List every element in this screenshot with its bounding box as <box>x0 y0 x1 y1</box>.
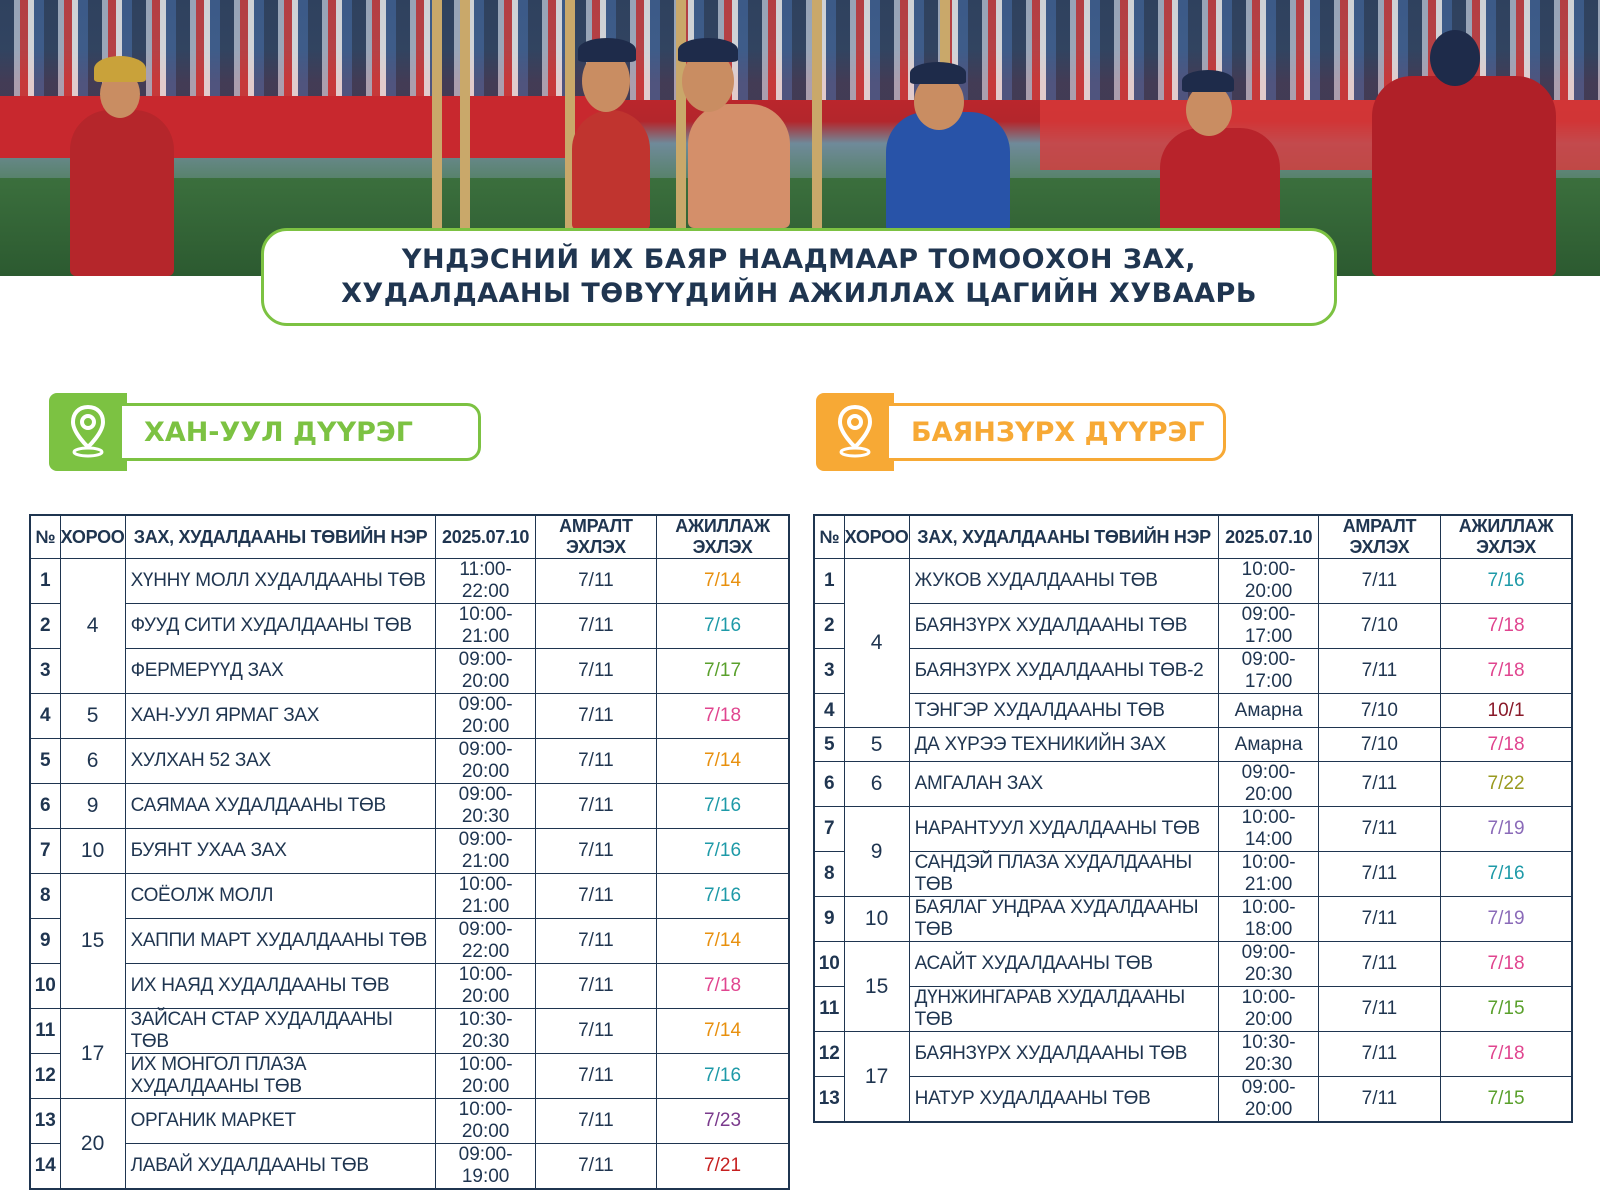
khoroo-cell: 17 <box>60 1009 125 1099</box>
khoroo-cell: 5 <box>60 694 125 739</box>
row-number: 3 <box>814 649 844 694</box>
market-name: БАЯНЗҮРХ ХУДАЛДААНЫ ТӨВ-2 <box>909 649 1219 694</box>
herald-figure <box>1372 76 1556 276</box>
hours-cell: 09:00-20:30 <box>1219 942 1318 987</box>
row-number: 6 <box>814 762 844 807</box>
hours-cell: 11:00-22:00 <box>436 559 535 604</box>
location-pin-icon <box>836 403 874 461</box>
rest-start-cell: 7/11 <box>535 874 656 919</box>
table-row <box>814 762 1572 807</box>
table-header-row <box>814 515 1572 559</box>
rest-start-cell: 7/10 <box>1318 728 1440 762</box>
flag-pole <box>812 0 822 232</box>
wrestler-figure <box>572 110 650 230</box>
hours-cell: 09:00-17:00 <box>1219 649 1318 694</box>
hours-cell: 09:00-22:00 <box>436 919 535 964</box>
work-start-cell: 7/16 <box>657 1054 789 1099</box>
column-header-date: 2025.07.10 <box>1219 515 1318 559</box>
hours-cell: 10:30-20:30 <box>436 1009 535 1054</box>
title-box <box>261 228 1337 326</box>
market-name: НАТУР ХУДАЛДААНЫ ТӨВ <box>909 1077 1219 1123</box>
row-number: 11 <box>814 987 844 1032</box>
official-figure <box>886 112 1010 232</box>
table-row <box>30 1099 789 1144</box>
row-number: 12 <box>30 1054 60 1099</box>
hours-cell: 09:00-20:00 <box>1219 762 1318 807</box>
column-header-date: 2025.07.10 <box>436 515 535 559</box>
column-header-khoroo: ХОРОО <box>844 515 909 559</box>
work-start-cell: 7/14 <box>657 919 789 964</box>
khoroo-cell: 9 <box>60 784 125 829</box>
row-number: 7 <box>30 829 60 874</box>
location-pin-icon <box>69 403 107 461</box>
work-start-cell: 7/18 <box>657 694 789 739</box>
flag-pole <box>460 0 470 232</box>
rest-start-cell: 7/11 <box>535 1144 656 1190</box>
column-header-rest-start: АМРАЛТ ЭХЛЭХ <box>535 515 656 559</box>
column-header-work-start: АЖИЛЛАЖ ЭХЛЭХ <box>1441 515 1572 559</box>
table-row <box>30 919 789 964</box>
work-start-cell: 7/15 <box>1441 1077 1572 1123</box>
work-start-cell: 7/18 <box>1441 728 1572 762</box>
khoroo-cell: 10 <box>844 897 909 942</box>
rest-start-cell: 7/11 <box>535 604 656 649</box>
wrestler-hat <box>578 38 636 62</box>
row-number: 8 <box>814 852 844 897</box>
row-number: 12 <box>814 1032 844 1077</box>
table-row <box>814 1032 1572 1077</box>
herald-head <box>1430 30 1480 86</box>
work-start-cell: 7/18 <box>1441 604 1572 649</box>
table-row <box>814 852 1572 897</box>
work-start-cell: 7/18 <box>1441 649 1572 694</box>
rest-start-cell: 7/11 <box>535 694 656 739</box>
page-title-line2: ХУДАЛДААНЫ ТӨВҮҮДИЙН АЖИЛЛАХ ЦАГИЙН ХУВААРЬ <box>341 278 1257 309</box>
row-number: 9 <box>30 919 60 964</box>
rest-start-cell: 7/11 <box>535 1054 656 1099</box>
rest-start-cell: 7/10 <box>1318 694 1440 728</box>
hours-cell: 10:30-20:30 <box>1219 1032 1318 1077</box>
row-number: 8 <box>30 874 60 919</box>
rest-start-cell: 7/11 <box>535 559 656 604</box>
row-number: 3 <box>30 649 60 694</box>
row-number: 1 <box>814 559 844 604</box>
row-number: 2 <box>30 604 60 649</box>
market-name: ИХ НАЯД ХУДАЛДААНЫ ТӨВ <box>125 964 436 1009</box>
hours-cell: 09:00-20:00 <box>436 649 535 694</box>
district-tab <box>49 393 127 471</box>
table-row <box>814 807 1572 852</box>
column-header-name: ЗАХ, ХУДАЛДААНЫ ТӨВИЙН НЭР <box>909 515 1219 559</box>
district-tab <box>816 393 894 471</box>
rest-start-cell: 7/11 <box>1318 852 1440 897</box>
khoroo-cell: 10 <box>60 829 125 874</box>
rest-start-cell: 7/11 <box>535 649 656 694</box>
work-start-cell: 7/19 <box>1441 807 1572 852</box>
rest-start-cell: 7/11 <box>1318 1077 1440 1123</box>
hours-cell: 10:00-21:00 <box>436 874 535 919</box>
column-header-name: ЗАХ, ХУДАЛДААНЫ ТӨВИЙН НЭР <box>125 515 436 559</box>
market-name: ДА ХҮРЭЭ ТЕХНИКИЙН ЗАХ <box>909 728 1219 762</box>
table-row <box>30 649 789 694</box>
hours-cell: 09:00-20:00 <box>436 694 535 739</box>
work-start-cell: 7/14 <box>657 739 789 784</box>
table-row <box>30 604 789 649</box>
hours-cell: 10:00-21:00 <box>436 604 535 649</box>
table-row <box>30 1054 789 1099</box>
district-name-right: БАЯНЗҮРХ ДҮҮРЭГ <box>886 403 1226 461</box>
market-name: ХУЛХАН 52 ЗАХ <box>125 739 436 784</box>
herald-helmet <box>94 56 146 82</box>
rest-start-cell: 7/11 <box>535 1009 656 1054</box>
table-row <box>814 728 1572 762</box>
rest-start-cell: 7/11 <box>1318 762 1440 807</box>
table-row <box>30 1144 789 1190</box>
market-name: ФУУД СИТИ ХУДАЛДААНЫ ТӨВ <box>125 604 436 649</box>
market-name: НАРАНТУУЛ ХУДАЛДААНЫ ТӨВ <box>909 807 1219 852</box>
rest-start-cell: 7/11 <box>1318 559 1440 604</box>
wrestler-figure <box>688 104 790 228</box>
row-number: 10 <box>814 942 844 987</box>
market-name: АМГАЛАН ЗАХ <box>909 762 1219 807</box>
work-start-cell: 7/14 <box>657 1009 789 1054</box>
hours-cell: 10:00-20:00 <box>1219 987 1318 1032</box>
market-name: ХҮННҮ МОЛЛ ХУДАЛДААНЫ ТӨВ <box>125 559 436 604</box>
row-number: 13 <box>814 1077 844 1123</box>
row-number: 5 <box>814 728 844 762</box>
table-row <box>814 1077 1572 1123</box>
hours-cell: 10:00-20:00 <box>436 1099 535 1144</box>
hours-cell: Амарна <box>1219 728 1318 762</box>
page-title-line1: ҮНДЭСНИЙ ИХ БАЯР НААДМААР ТОМООХОН ЗАХ, <box>401 244 1197 275</box>
row-number: 6 <box>30 784 60 829</box>
market-name: БУЯНТ УХАА ЗАХ <box>125 829 436 874</box>
table-row <box>30 559 789 604</box>
work-start-cell: 7/16 <box>657 874 789 919</box>
schedule-table-bayanzurkh <box>813 514 1573 1123</box>
row-number: 4 <box>30 694 60 739</box>
hours-cell: 10:00-20:00 <box>1219 559 1318 604</box>
work-start-cell: 7/16 <box>1441 559 1572 604</box>
work-start-cell: 7/17 <box>657 649 789 694</box>
market-name: БАЯЛАГ УНДРАА ХУДАЛДААНЫ ТӨВ <box>909 897 1219 942</box>
official-hat <box>910 62 966 84</box>
market-name: БАЯНЗҮРХ ХУДАЛДААНЫ ТӨВ <box>909 604 1219 649</box>
official-figure <box>1160 128 1280 238</box>
rest-start-cell: 7/11 <box>535 964 656 1009</box>
khoroo-cell: 6 <box>844 762 909 807</box>
table-row <box>814 942 1572 987</box>
work-start-cell: 7/18 <box>1441 1032 1572 1077</box>
column-header-rest-start: АМРАЛТ ЭХЛЭХ <box>1318 515 1440 559</box>
table-row <box>814 649 1572 694</box>
khoroo-cell: 9 <box>844 807 909 897</box>
row-number: 13 <box>30 1099 60 1144</box>
khoroo-cell: 4 <box>60 559 125 694</box>
rest-start-cell: 7/11 <box>535 919 656 964</box>
hours-cell: 09:00-20:00 <box>1219 1077 1318 1123</box>
market-name: САНДЭЙ ПЛАЗА ХУДАЛДААНЫ ТӨВ <box>909 852 1219 897</box>
table-row <box>30 874 789 919</box>
crowd-background <box>0 0 1600 100</box>
khoroo-cell: 4 <box>844 559 909 728</box>
rest-start-cell: 7/11 <box>1318 807 1440 852</box>
hours-cell: 10:00-20:00 <box>436 1054 535 1099</box>
column-header-number: № <box>30 515 60 559</box>
table-row <box>30 694 789 739</box>
flag-pole <box>676 0 686 232</box>
row-number: 10 <box>30 964 60 1009</box>
khoroo-cell: 6 <box>60 739 125 784</box>
market-name: ДҮНЖИНГАРАВ ХУДАЛДААНЫ ТӨВ <box>909 987 1219 1032</box>
table-row <box>814 559 1572 604</box>
official-hat <box>1182 70 1234 92</box>
khoroo-cell: 15 <box>844 942 909 1032</box>
work-start-cell: 7/16 <box>1441 852 1572 897</box>
work-start-cell: 7/15 <box>1441 987 1572 1032</box>
market-name: ЗАЙСАН СТАР ХУДАЛДААНЫ ТӨВ <box>125 1009 436 1054</box>
hours-cell: 09:00-19:00 <box>436 1144 535 1190</box>
market-name: ТЭНГЭР ХУДАЛДААНЫ ТӨВ <box>909 694 1219 728</box>
table-row <box>30 964 789 1009</box>
khoroo-cell: 20 <box>60 1099 125 1190</box>
market-name: ХАППИ МАРТ ХУДАЛДААНЫ ТӨВ <box>125 919 436 964</box>
work-start-cell: 7/14 <box>657 559 789 604</box>
hours-cell: 10:00-18:00 <box>1219 897 1318 942</box>
hours-cell: 10:00-14:00 <box>1219 807 1318 852</box>
table-row <box>814 604 1572 649</box>
khoroo-cell: 15 <box>60 874 125 1009</box>
row-number: 1 <box>30 559 60 604</box>
table-row <box>30 829 789 874</box>
market-name: АСАЙТ ХУДАЛДААНЫ ТӨВ <box>909 942 1219 987</box>
row-number: 9 <box>814 897 844 942</box>
work-start-cell: 7/16 <box>657 784 789 829</box>
hours-cell: Амарна <box>1219 694 1318 728</box>
rest-start-cell: 7/10 <box>1318 604 1440 649</box>
hours-cell: 09:00-17:00 <box>1219 604 1318 649</box>
market-name: ЖУКОВ ХУДАЛДААНЫ ТӨВ <box>909 559 1219 604</box>
market-name: ХАН-УУЛ ЯРМАГ ЗАХ <box>125 694 436 739</box>
rest-start-cell: 7/11 <box>535 739 656 784</box>
work-start-cell: 7/16 <box>657 604 789 649</box>
rest-start-cell: 7/11 <box>1318 649 1440 694</box>
work-start-cell: 7/18 <box>657 964 789 1009</box>
rest-start-cell: 7/11 <box>535 1099 656 1144</box>
table-row <box>814 987 1572 1032</box>
market-name: ОРГАНИК МАРКЕТ <box>125 1099 436 1144</box>
row-number: 2 <box>814 604 844 649</box>
row-number: 14 <box>30 1144 60 1190</box>
work-start-cell: 7/21 <box>657 1144 789 1190</box>
work-start-cell: 10/1 <box>1441 694 1572 728</box>
row-number: 7 <box>814 807 844 852</box>
work-start-cell: 7/19 <box>1441 897 1572 942</box>
wrestler-hat <box>678 38 738 62</box>
market-name: ИХ МОНГОЛ ПЛАЗА ХУДАЛДААНЫ ТӨВ <box>125 1054 436 1099</box>
table-row <box>814 897 1572 942</box>
rest-start-cell: 7/11 <box>1318 942 1440 987</box>
herald-figure <box>70 110 174 276</box>
table-row <box>814 694 1572 728</box>
row-number: 4 <box>814 694 844 728</box>
district-name-left: ХАН-УУЛ ДҮҮРЭГ <box>119 403 481 461</box>
work-start-cell: 7/22 <box>1441 762 1572 807</box>
hours-cell: 09:00-20:00 <box>436 739 535 784</box>
market-name: СОЁОЛЖ МОЛЛ <box>125 874 436 919</box>
market-name: САЯМАА ХУДАЛДААНЫ ТӨВ <box>125 784 436 829</box>
work-start-cell: 7/16 <box>657 829 789 874</box>
column-header-work-start: АЖИЛЛАЖ ЭХЛЭХ <box>657 515 789 559</box>
rest-start-cell: 7/11 <box>535 829 656 874</box>
rest-start-cell: 7/11 <box>1318 987 1440 1032</box>
rest-start-cell: 7/11 <box>1318 1032 1440 1077</box>
hours-cell: 10:00-20:00 <box>436 964 535 1009</box>
market-name: ЛАВАЙ ХУДАЛДААНЫ ТӨВ <box>125 1144 436 1190</box>
column-header-number: № <box>814 515 844 559</box>
hours-cell: 09:00-20:30 <box>436 784 535 829</box>
work-start-cell: 7/23 <box>657 1099 789 1144</box>
column-header-khoroo: ХОРОО <box>60 515 125 559</box>
rest-start-cell: 7/11 <box>1318 897 1440 942</box>
table-header-row <box>30 515 789 559</box>
market-name: ФЕРМЕРҮҮД ЗАХ <box>125 649 436 694</box>
row-number: 5 <box>30 739 60 784</box>
table-row <box>30 1009 789 1054</box>
table-row <box>30 739 789 784</box>
khoroo-cell: 5 <box>844 728 909 762</box>
rest-start-cell: 7/11 <box>535 784 656 829</box>
market-name: БАЯНЗҮРХ ХУДАЛДААНЫ ТӨВ <box>909 1032 1219 1077</box>
khoroo-cell: 17 <box>844 1032 909 1123</box>
hours-cell: 10:00-21:00 <box>1219 852 1318 897</box>
work-start-cell: 7/18 <box>1441 942 1572 987</box>
table-row <box>30 784 789 829</box>
schedule-table-khan-uul <box>29 514 790 1190</box>
hours-cell: 09:00-21:00 <box>436 829 535 874</box>
flag-pole <box>432 0 442 232</box>
row-number: 11 <box>30 1009 60 1054</box>
